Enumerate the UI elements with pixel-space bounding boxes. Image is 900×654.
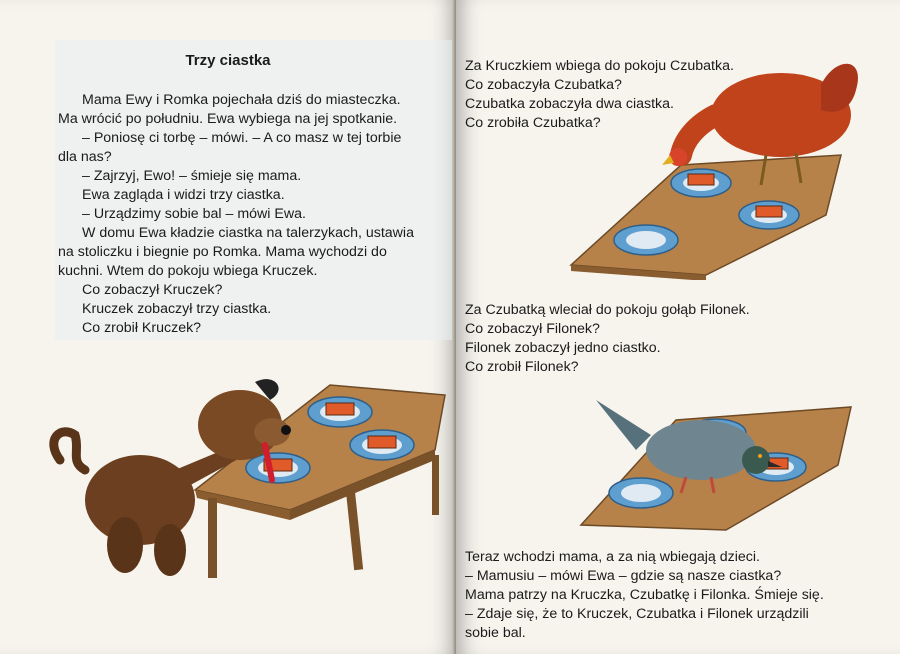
plate-with-cake: [671, 169, 731, 197]
text-line: W domu Ewa kładzie ciastka na talerzykach, ustawia: [82, 225, 414, 241]
text-line: Mama patrzy na Kruczka, Czubatkę i Filonka. Śmieje się.: [465, 587, 824, 603]
text-line: Za Kruczkiem wbiega do pokoju Czubatka.: [465, 58, 734, 74]
text-line: Co zobaczył Filonek?: [465, 321, 600, 337]
text-line: Ewa zagląda i widzi trzy ciastka.: [82, 187, 285, 203]
text-line: – Poniosę ci torbę – mówi. – A co masz w tej torbie: [82, 130, 402, 146]
story-title: Trzy ciastka: [185, 52, 271, 69]
text-line: sobie bal.: [465, 625, 526, 641]
text-line: – Urządzimy sobie bal – mówi Ewa.: [82, 206, 306, 222]
text-line: Co zobaczyła Czubatka?: [465, 77, 622, 93]
text-line: – Zdaje się, że to Kruczek, Czubatka i Filonek urządzili: [465, 606, 809, 622]
text-line: Co zrobił Kruczek?: [82, 320, 202, 336]
text-line: Za Czubatką wleciał do pokoju gołąb Filonek.: [465, 302, 750, 318]
text-line: Filonek zobaczył jedno ciastko.: [465, 340, 661, 356]
plate-with-cake: [246, 453, 310, 483]
text-line: na stoliczku i biegnie po Romka. Mama wychodzi do: [58, 244, 387, 260]
text-line: Ma wrócić po południu. Ewa wybiega na jej spotkanie.: [58, 111, 398, 127]
plate-with-cake: [350, 430, 414, 460]
text-line: Czubatka zobaczyła dwa ciastka.: [465, 96, 674, 112]
text-line: Co zobaczył Kruczek?: [82, 282, 223, 298]
hen-table-illustration: [566, 55, 896, 280]
text-line: Mama Ewy i Romka pojechała dziś do miasteczka.: [82, 92, 401, 108]
plate-with-cake: [739, 201, 799, 229]
text-line: Co zrobiła Czubatka?: [465, 115, 601, 131]
text-line: dla nas?: [58, 149, 112, 165]
text-line: – Zajrzyj, Ewo! – śmieje się mama.: [82, 168, 302, 184]
text-line: Co zrobił Filonek?: [465, 359, 579, 375]
plate-with-cake: [308, 397, 372, 427]
text-line: Kruczek zobaczył trzy ciastka.: [82, 301, 272, 317]
text-line: – Mamusiu – mówi Ewa – gdzie są nasze ciastka?: [465, 568, 782, 584]
empty-plate: [609, 478, 673, 508]
text-line: Teraz wchodzi mama, a za nią wbiegają dzieci.: [465, 549, 760, 565]
text-line: kuchni. Wtem do pokoju wbiega Kruczek.: [58, 263, 318, 279]
pigeon-table-illustration: [576, 395, 876, 535]
dog-table-illustration: [40, 370, 450, 590]
right-page: [456, 0, 900, 654]
empty-plate: [614, 225, 678, 255]
